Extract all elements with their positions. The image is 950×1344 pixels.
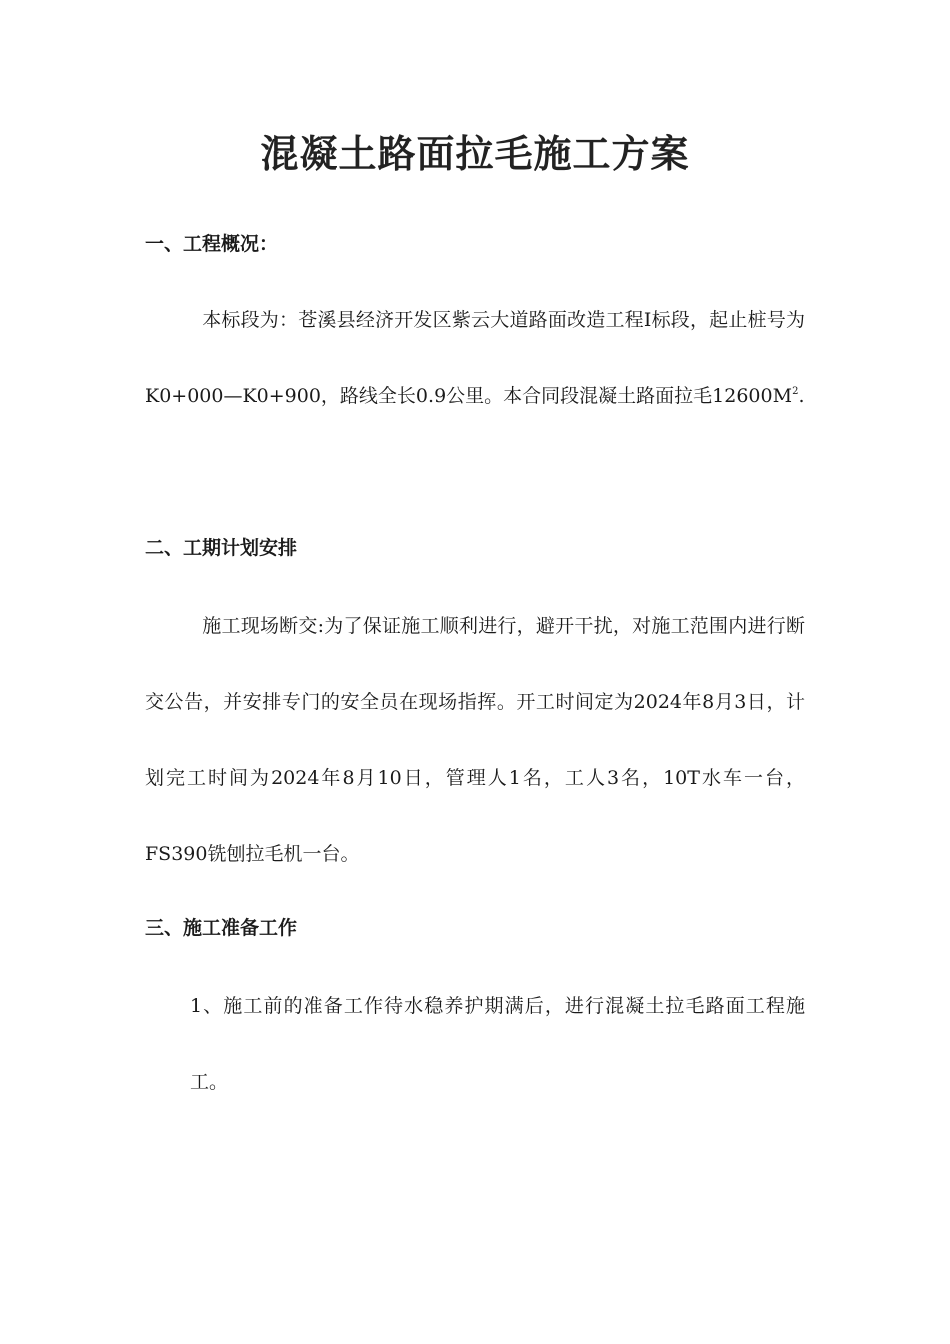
- section-heading-preparation: 三、施工准备工作: [145, 917, 298, 939]
- document-title: 混凝土路面拉毛施工方案: [260, 131, 690, 176]
- area-unit-superscript: 2: [792, 386, 799, 397]
- section-paragraph-schedule: [145, 588, 805, 892]
- section-heading-schedule: 二、工期计划安排: [145, 537, 298, 559]
- section-paragraph-overview: [145, 282, 805, 434]
- section-paragraph-preparation: [190, 968, 805, 1120]
- overview-text: 本标段为：苍溪县经济开发区紫云大道路面改造工程Ⅰ标段，起止桩号为K0+000—K0+900，路线全长0.9公里。本合同段混凝土路面拉毛12600M: [145, 309, 805, 407]
- schedule-text: 施工现场断交:为了保证施工顺利进行，避开干扰，对施工范围内进行断交公告，并安排专门的安全员在现场指挥。开工时间定为2024年8月3日，计划完工时间为2024年8月10日，管理人1名，工人3名，10T水车一台，FS390铣刨拉毛机一台。: [145, 615, 805, 865]
- section-heading-overview: 一、工程概况：: [145, 233, 279, 255]
- overview-text-end: .: [798, 385, 805, 407]
- preparation-text: 1、施工前的准备工作待水稳养护期满后，进行混凝土拉毛路面工程施工。: [190, 995, 805, 1093]
